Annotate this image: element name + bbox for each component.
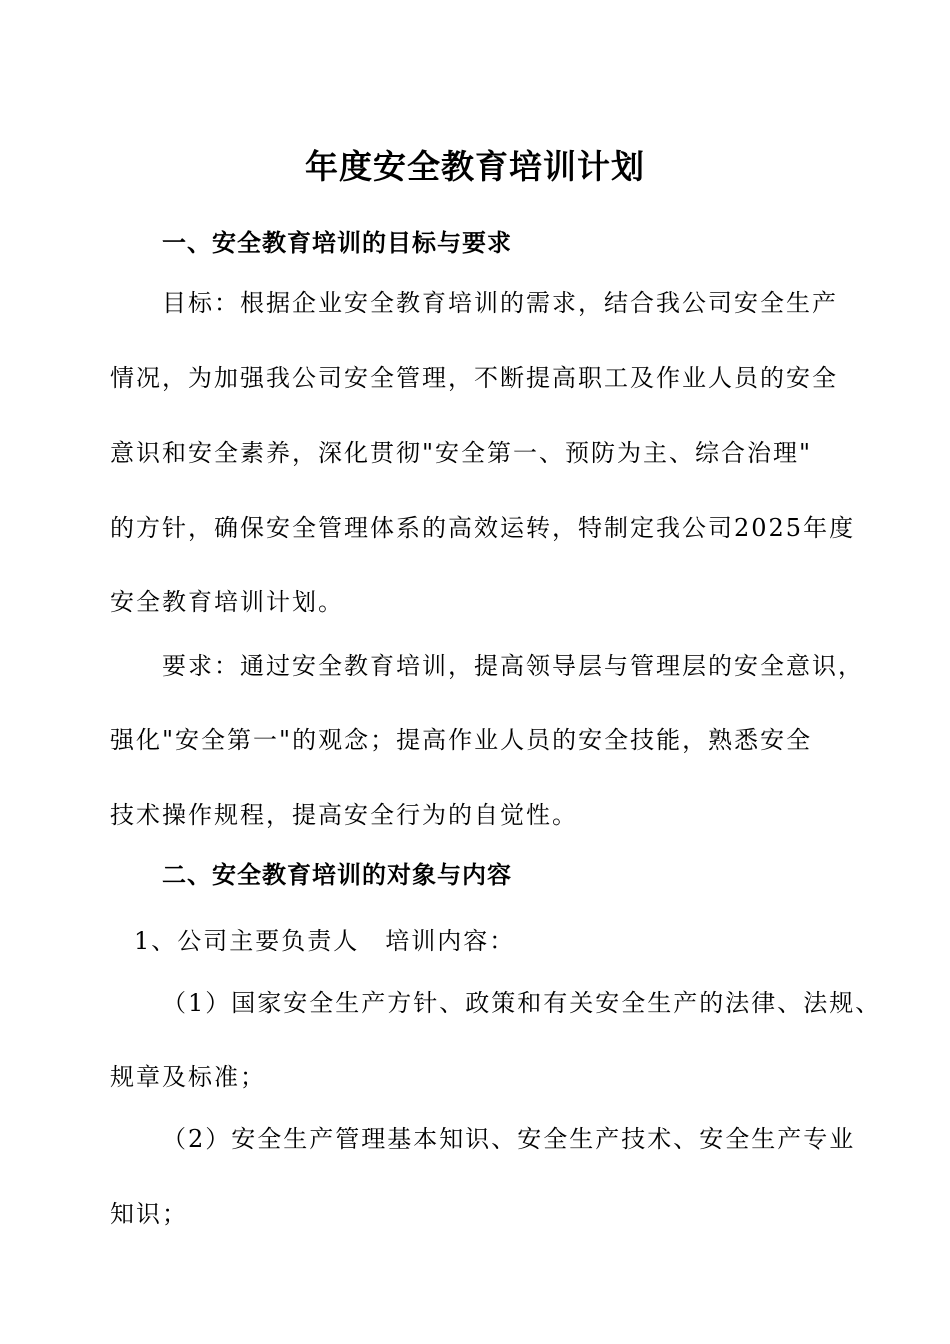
section-heading-targets: 二、安全教育培训的对象与内容	[162, 861, 512, 889]
paragraph-line: 安全教育培训计划。	[110, 588, 344, 616]
paragraph-line: 要求：通过安全教育培训，提高领导层与管理层的安全意识，	[162, 652, 864, 680]
paragraph-line: 意识和安全素养，深化贯彻"安全第一、预防为主、综合治理"	[110, 439, 813, 467]
paragraph-line: 目标：根据企业安全教育培训的需求，结合我公司安全生产	[162, 289, 838, 317]
paragraph-line: 知识；	[110, 1200, 188, 1228]
section-heading-goals: 一、安全教育培训的目标与要求	[162, 229, 512, 257]
paragraph-line: 情况，为加强我公司安全管理，不断提高职工及作业人员的安全	[110, 364, 838, 392]
document-title: 年度安全教育培训计划	[305, 147, 645, 186]
paragraph-line: 的方针，确保安全管理体系的高效运转，特制定我公司2025年度	[110, 514, 856, 542]
paragraph-line: 技术操作规程，提高安全行为的自觉性。	[110, 801, 578, 829]
paragraph-line: 规章及标准；	[110, 1063, 266, 1091]
paragraph-line: （1）国家安全生产方针、政策和有关安全生产的法律、法规、	[162, 989, 882, 1017]
item-title: 1、公司主要负责人 培训内容：	[134, 927, 516, 955]
paragraph-line: 强化"安全第一"的观念；提高作业人员的安全技能，熟悉安全	[110, 726, 813, 754]
paragraph-line: （2）安全生产管理基本知识、安全生产技术、安全生产专业	[162, 1125, 856, 1153]
